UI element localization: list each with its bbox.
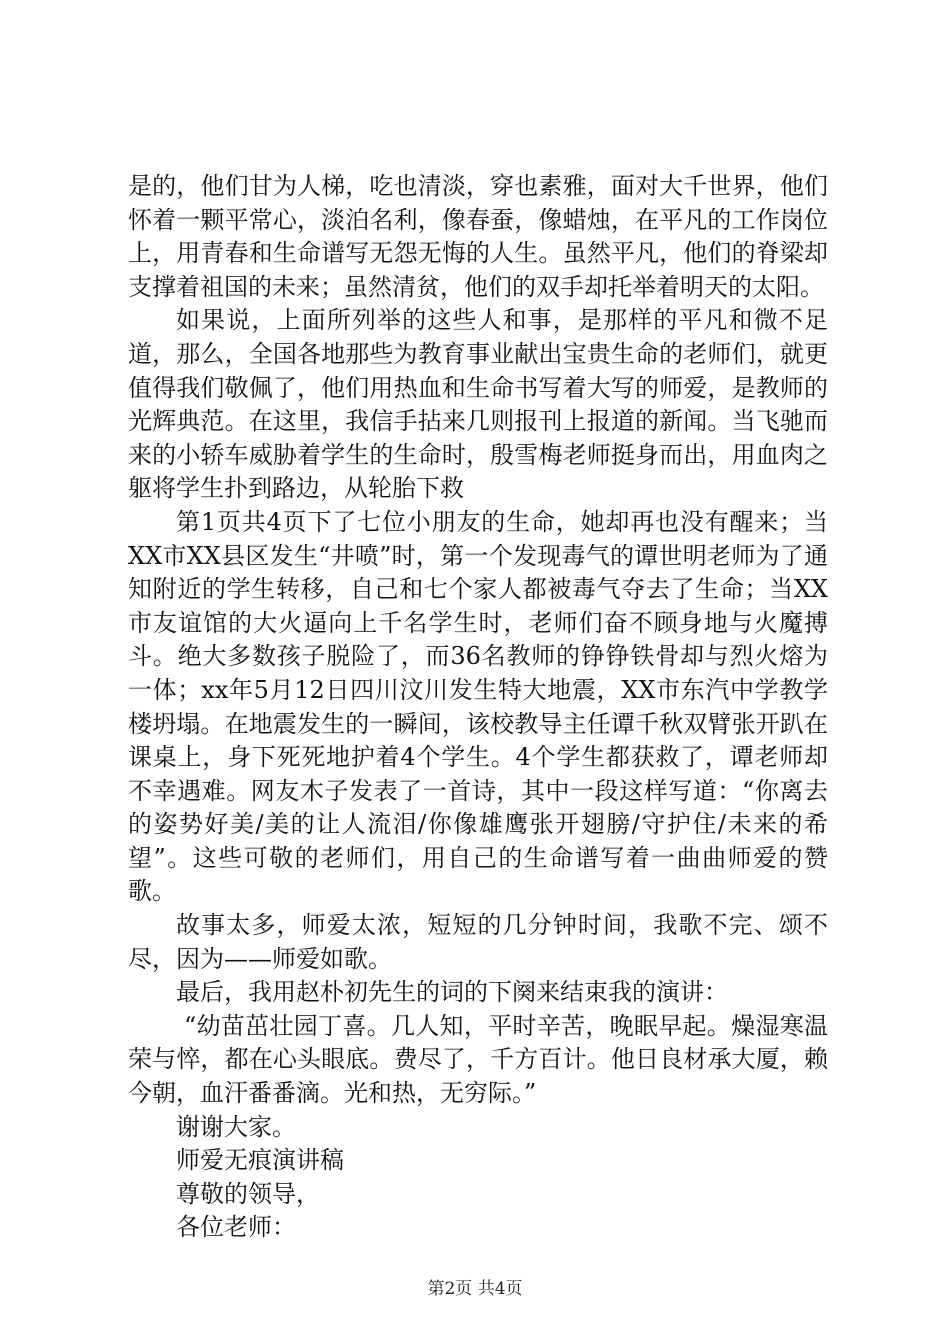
salutation-leaders: 尊敬的领导， xyxy=(176,1179,320,1208)
paragraph-teacher-sacrifices-intro: 如果说，上面所列举的这些人和事，是那样的平凡和微不足道，那么，全国各地那些为教育事业献出宝贵生命的老师们，就更值得我们敬佩了，他们用热血和生命书写着大写的师爱，是教师的光辉典范。在这里，我信手拈来几则报刊上报道的新闻。当飞驰而来的小轿车威胁着学生的生命时，殷雪梅老师挺身而出，用血肉之躯将学生扑到路边，从轮胎下救 xyxy=(128,306,828,503)
salutation-teachers: 各位老师： xyxy=(176,1213,296,1242)
paragraph-teacher-sacrifices-stories: 第1页共4页下了七位小朋友的生命，她却再也没有醒来；当XX市XX县区发生“井喷”时，第一个发现毒气的谭世明老师为了通知附近的学生转移，自己和七个家人都被毒气夺去了生命；当XX市友谊馆的大火逼向上千名学生时，老师们奋不顾身地与火魔搏斗。绝大多数孩子脱险了，而36名教师的铮铮铁骨却与烈火熔为一体；xx年5月12日四川汶川发生特大地震，XX市东汽中学教学楼坍塌。在地震发生的一瞬间，该校教导主任谭千秋双臂张开趴在课桌上，身下死死地护着4个学生。4个学生都获救了，谭老师却不幸遇难。网友木子发表了一首诗，其中一段这样写道：“你离去的姿势好美/美的让人流泪/你像雄鹰张开翅膀/守护住/未来的希望”。这些可敬的老师们，用自己的生命谱写着一曲曲师爱的赞歌。 xyxy=(128,507,828,906)
paragraph-teachers-as-ladder: 是的，他们甘为人梯，吃也清淡，穿也素雅，面对大千世界，他们怀着一颗平常心，淡泊名利，像春蚕，像蜡烛，在平凡的工作岗位上，用青春和生命谱写无怨无悔的人生。虽然平凡，他们的脊梁却支撑着祖国的未来；虽然清贫，他们的双手却托举着明天的太阳。 xyxy=(128,172,828,301)
paragraph-closing-intro: 最后，我用赵朴初先生的词的下阕来结束我的演讲： xyxy=(176,978,728,1007)
paragraph-teacher-love-like-song: 故事太多，师爱太浓，短短的几分钟时间，我歌不完、颂不尽，因为——师爱如歌。 xyxy=(128,911,828,973)
closing-thanks: 谢谢大家。 xyxy=(176,1112,296,1141)
document-body xyxy=(128,170,828,1245)
paragraph-poem-quote: “幼苗茁壮园丁喜。几人知，平时辛苦，晚眠早起。燥湿寒温荣与悴，都在心头眼底。费尽了，千方百计。他日良材承大厦，赖今朝，血汗番番滴。光和热，无穷际。” xyxy=(128,1011,828,1108)
page-footer: 第2页 共4页 xyxy=(427,1279,523,1299)
next-speech-title: 师爱无痕演讲稿 xyxy=(176,1146,344,1175)
